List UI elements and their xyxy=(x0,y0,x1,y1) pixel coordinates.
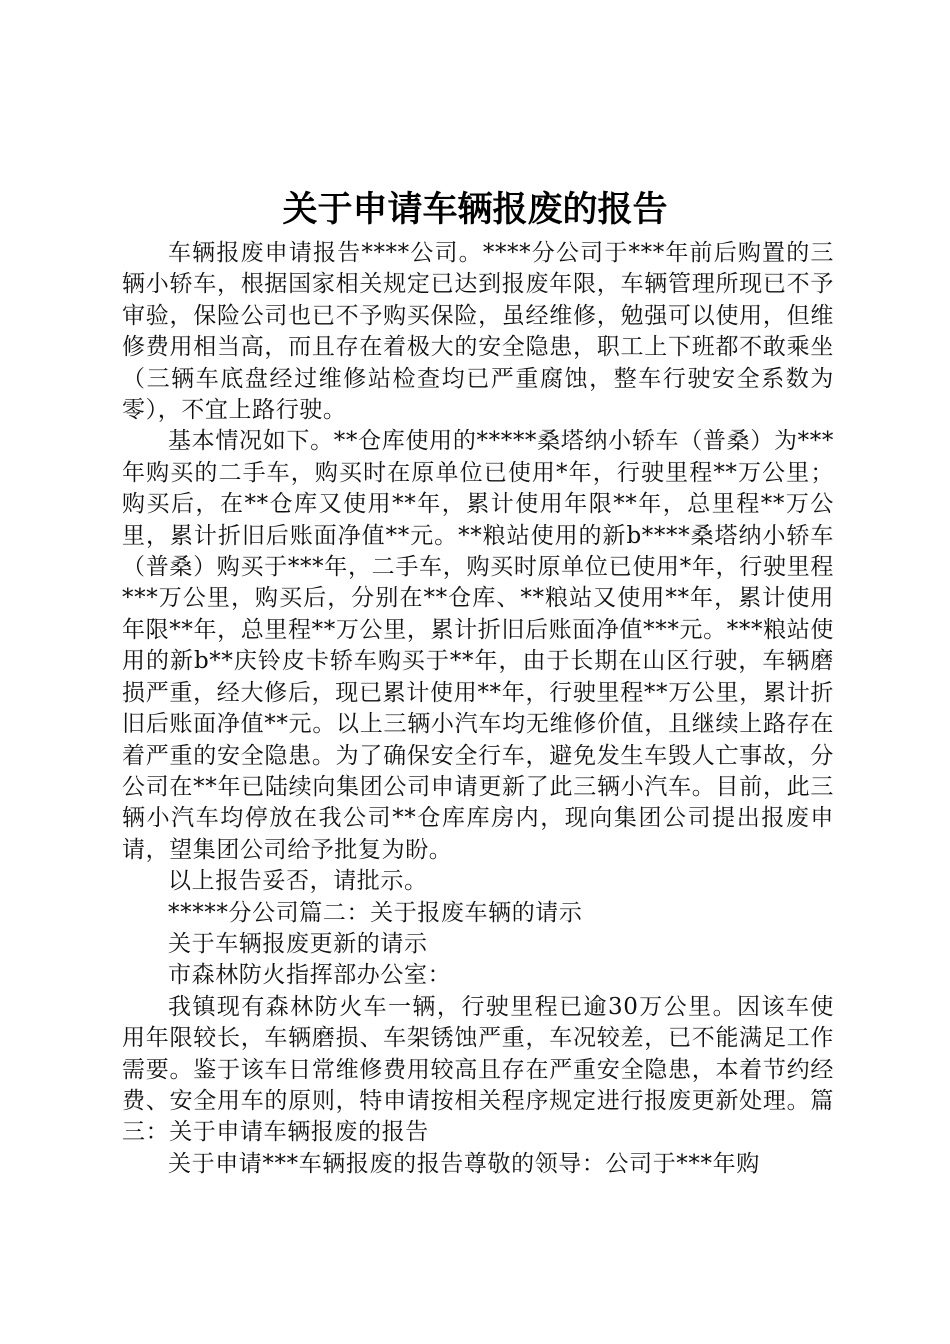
document-body xyxy=(122,238,834,1180)
paragraph-request-title: 关于车辆报废更新的请示 xyxy=(168,930,428,957)
paragraph-section-three-start: 关于申请***车辆报废的报告尊敬的领导：公司于***年购 xyxy=(168,1150,760,1177)
paragraph-section-two-heading: *****分公司篇二：关于报废车辆的请示 xyxy=(168,899,583,926)
paragraph-request-approval: 以上报告妥否，请批示。 xyxy=(168,868,428,895)
paragraph-addressee: 市森林防火指挥部办公室： xyxy=(168,962,452,989)
paragraph-fire-vehicle: 我镇现有森林防火车一辆，行驶里程已逾30万公里。因该车使用年限较长，车辆磨损、车架锈蚀严重，车况较差，已不能满足工作需要。鉴于该车日常维修费用较高且存在严重安全隐患，本着节约经费、安全用车的原则，特申请按相关程序规定进行报废更新处理。篇三：关于申请车辆报废的报告 xyxy=(122,993,834,1146)
document-title: 关于申请车辆报废的报告 xyxy=(282,189,668,230)
paragraph-basic-situation: 基本情况如下。**仓库使用的*****桑塔纳小轿车（普桑）为***年购买的二手车，购买时在原单位已使用*年，行驶里程**万公里；购买后，在**仓库又使用**年，累计使用年限**年，总里程**万公里，累计折旧后账面净值**元。**粮站使用的新b****桑塔纳小轿车（普桑）购买于***年，二手车，购买时原单位已使用*年，行驶里程***万公里，购买后，分别在**仓库、**粮站又使用**年，累计使用年限**年，总里程**万公里，累计折旧后账面净值***元。***粮站使用的新b**庆铃皮卡轿车购买于**年，由于长期在山区行驶，车辆磨损严重，经大修后，现已累计使用**年，行驶里程**万公里，累计折旧后账面净值**元。以上三辆小汽车均无维修价值，且继续上路存在着严重的安全隐患。为了确保安全行车，避免发生车毁人亡事故，分公司在**年已陆续向集团公司申请更新了此三辆小汽车。目前，此三辆小汽车均停放在我公司**仓库库房内，现向集团公司提出报废申请，望集团公司给予批复为盼。 xyxy=(122,428,834,863)
paragraph-intro: 车辆报废申请报告****公司。****分公司于***年前后购置的三辆小轿车，根据国家相关规定已达到报废年限，车辆管理所现已不予审验，保险公司也已不予购买保险，虽经维修，勉强可以使用，但维修费用相当高，而且存在着极大的安全隐患，职工上下班都不敢乘坐（三辆车底盘经过维修站检查均已严重腐蚀，整车行驶安全系数为零），不宜上路行驶。 xyxy=(122,240,834,424)
